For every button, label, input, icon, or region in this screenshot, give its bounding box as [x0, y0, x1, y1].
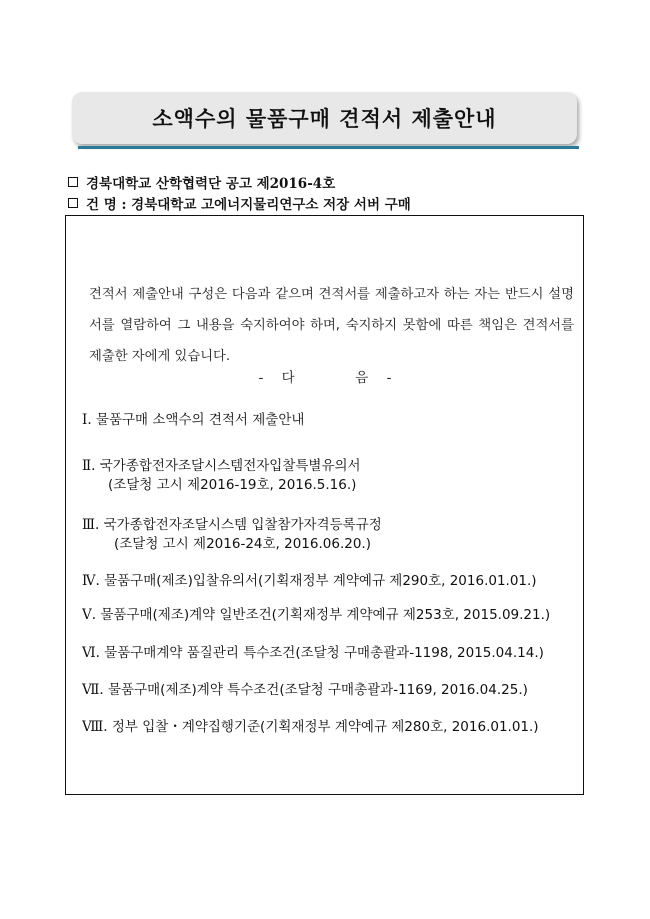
- list-item: [82, 678, 528, 698]
- list-item: [82, 641, 544, 661]
- heading-char-2: 음: [355, 370, 369, 386]
- item-text: 물품구매(제조)입찰유의서(기획재정부 계약예규 제290호, 2016.01.01.): [104, 573, 537, 589]
- intro-paragraph: 견적서 제출안내 구성은 다음과 같으며 견적서를 제출하고자 하는 자는 반드시 설명서를 열람하여 그 내용을 숙지하여야 하며, 숙지하지 못함에 따른 책임은 견적서를 제출한 자에게 있습니다.: [89, 287, 574, 364]
- item-text: 물품구매계약 품질관리 특수조건(조달청 구매총괄과-1198, 2015.04.14.): [104, 645, 544, 661]
- item-text: 물품구매(제조)계약 일반조건(기획재정부 계약예규 제253호, 2015.09.21.): [100, 607, 551, 623]
- heading-char-1: 다: [281, 370, 295, 386]
- checkbox-icon: [68, 177, 78, 187]
- item-number: Ⅰ.: [82, 412, 92, 428]
- subject-text: 건 명 : 경북대학교 고에너지물리연구소 저장 서버 구매: [86, 197, 411, 213]
- list-item: [82, 715, 539, 735]
- list-item: [82, 513, 382, 533]
- notice-number: 경북대학교 산학협력단 공고 제2016-4호: [86, 176, 336, 192]
- list-item: [82, 454, 361, 474]
- center-heading: [0, 366, 650, 386]
- item-subtext: (조달청 고시 제2016-24호, 2016.06.20.): [114, 536, 371, 552]
- heading-dash-right: -: [386, 370, 392, 386]
- item-text: 물품구매 소액수의 견적서 제출안내: [95, 412, 305, 428]
- item-text: 국가종합전자조달시스템 입찰참가자격등록규정: [103, 517, 382, 533]
- item-number: Ⅳ.: [82, 573, 100, 589]
- item-text: 국가종합전자조달시스템전자입찰특별유의서: [99, 458, 361, 474]
- page-title: 소액수의 물품구매 견적서 제출안내: [152, 107, 497, 131]
- item-number: Ⅶ.: [82, 682, 104, 698]
- item-subtext: (조달청 고시 제2016-19호, 2016.5.16.): [108, 477, 357, 493]
- item-text: 물품구매(제조)계약 특수조건(조달청 구매총괄과-1169, 2016.04.25.): [108, 682, 528, 698]
- heading-dash-left: -: [258, 370, 264, 386]
- notice-number-line: [68, 172, 335, 192]
- list-item: [82, 569, 537, 589]
- subject-line: [68, 193, 411, 213]
- list-item: [82, 603, 550, 623]
- title-banner: [72, 92, 577, 144]
- item-number: Ⅱ.: [82, 458, 96, 474]
- checkbox-icon: [68, 198, 78, 208]
- item-number: Ⅴ.: [82, 607, 97, 623]
- item-number: Ⅷ.: [82, 719, 108, 735]
- item-number: Ⅲ.: [82, 517, 100, 533]
- item-text: 정부 입찰・계약집행기준(기획재정부 계약예규 제280호, 2016.01.01.): [111, 719, 539, 735]
- list-item: [82, 408, 304, 428]
- item-number: Ⅵ.: [82, 645, 100, 661]
